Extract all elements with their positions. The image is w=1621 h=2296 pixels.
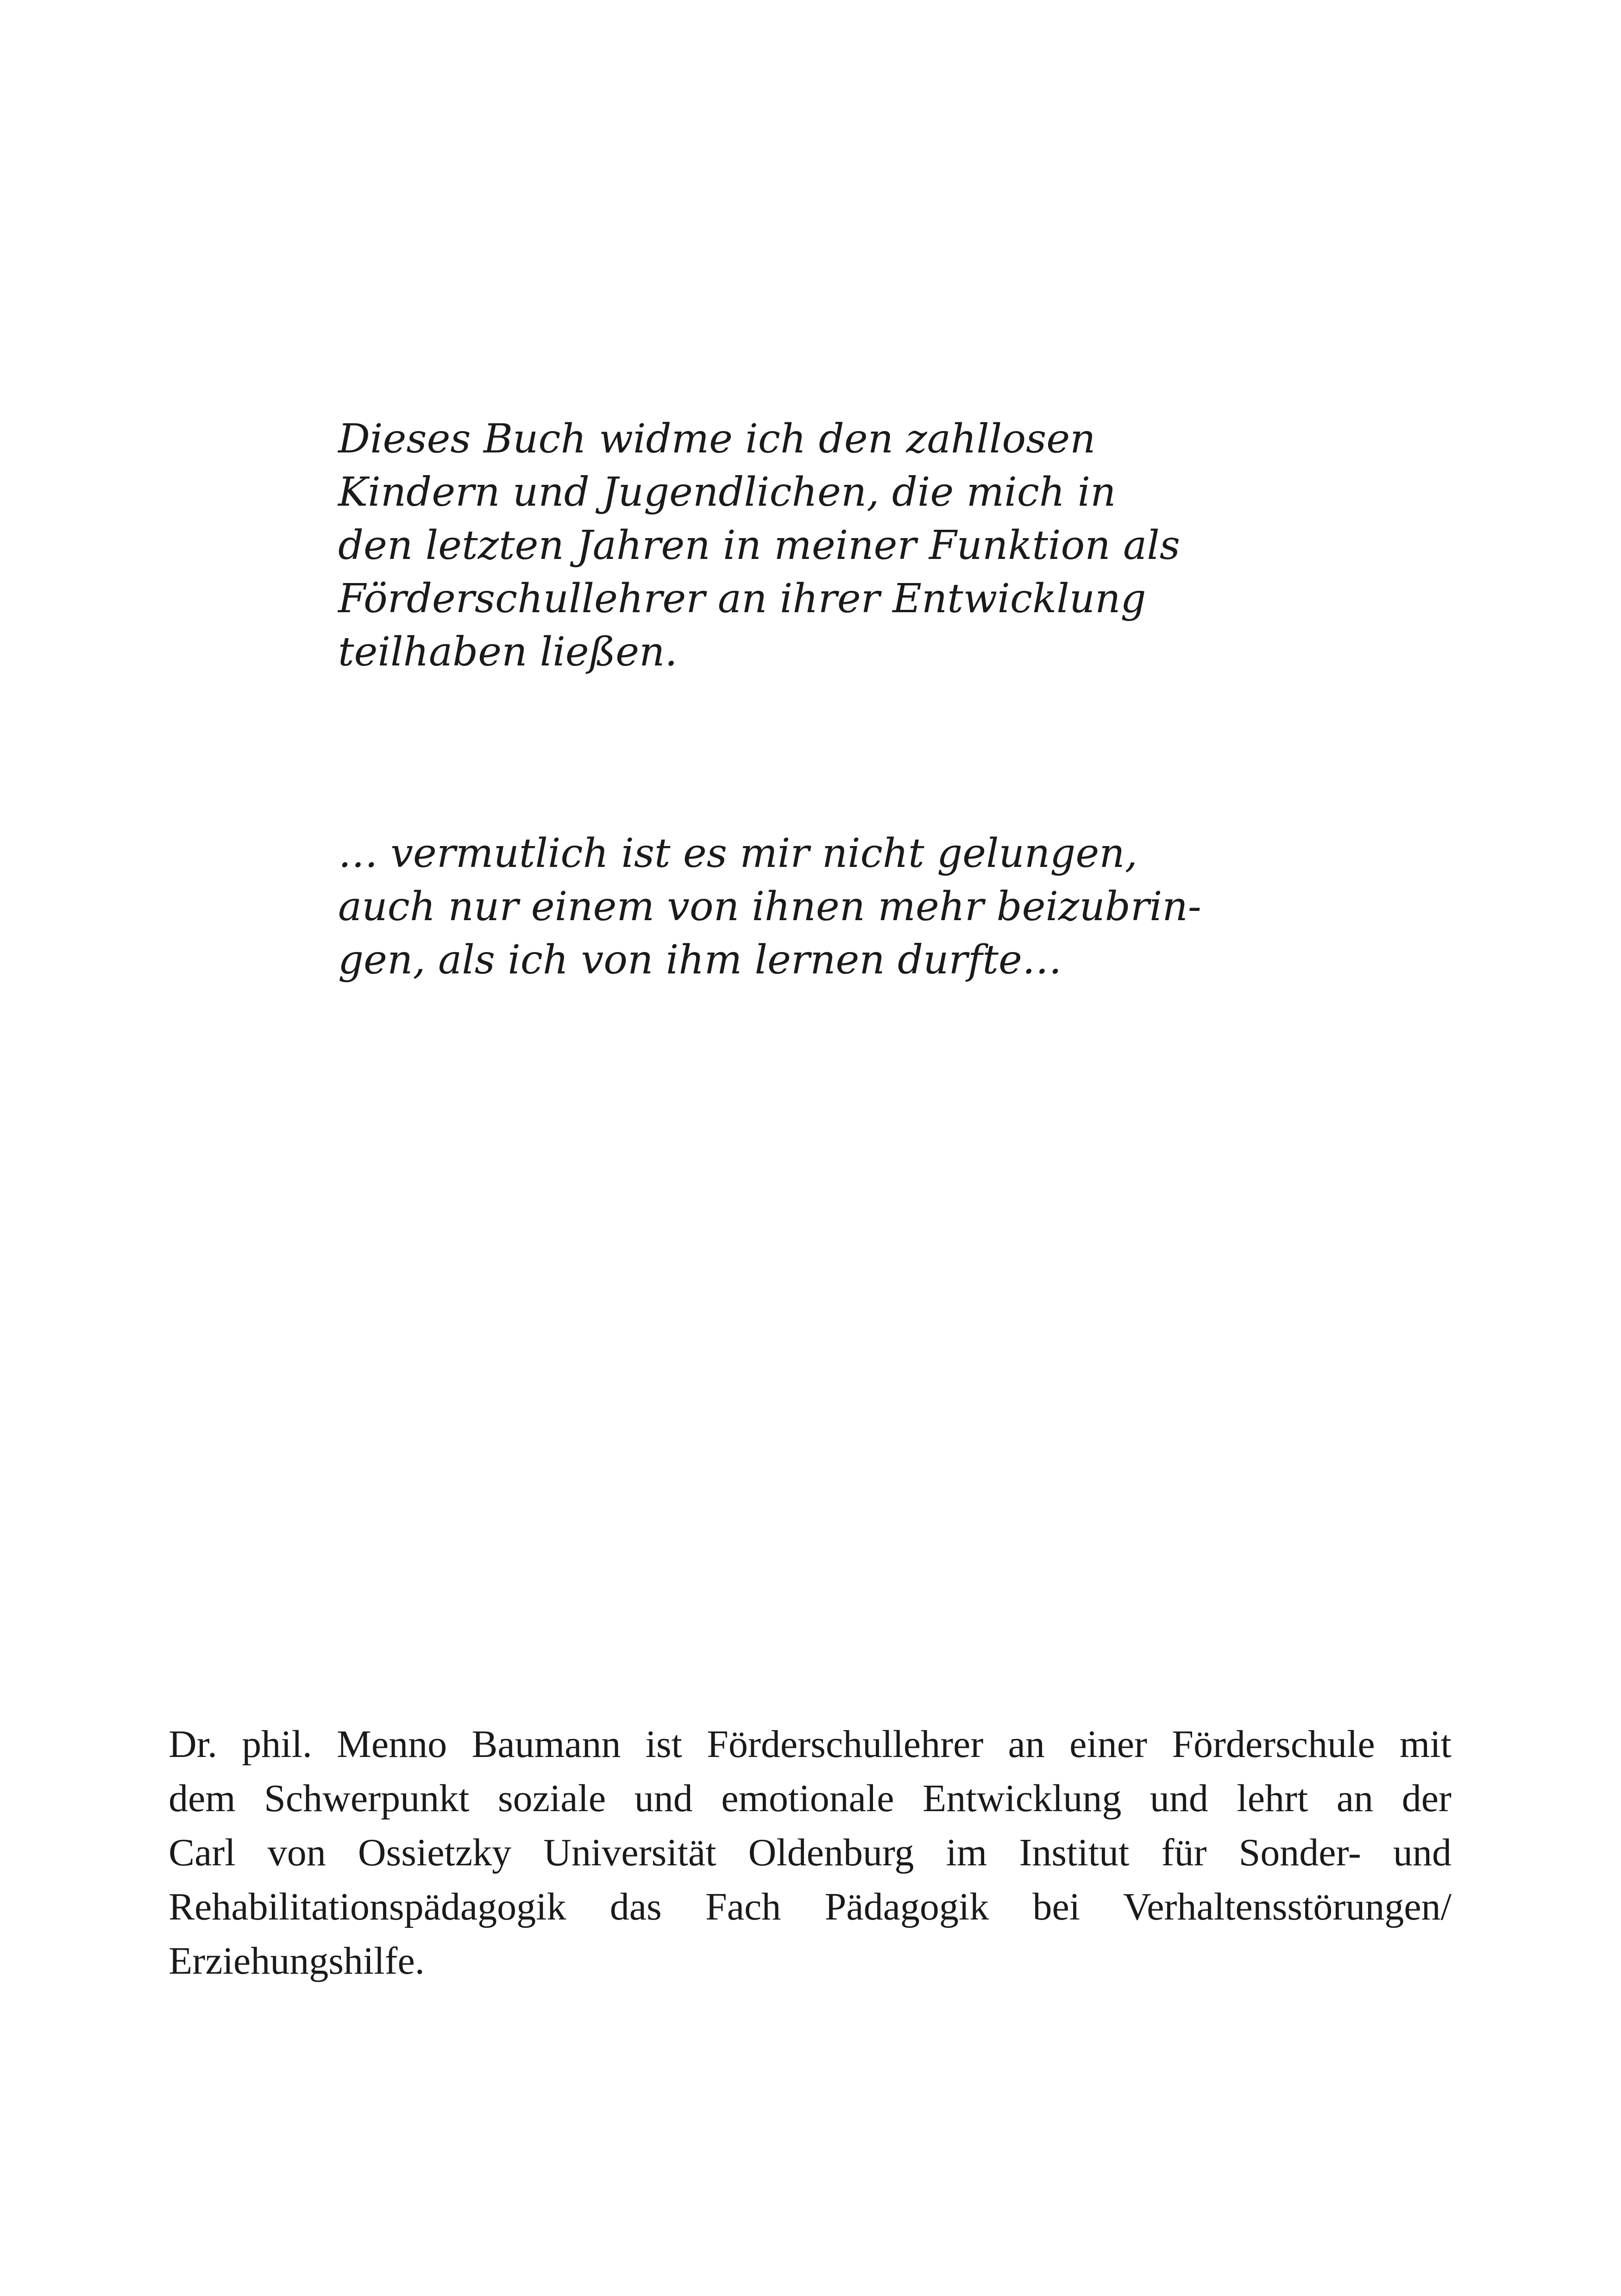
bio-line-4: Rehabilitationspädagogik das Fach Pädagogik bei Verhaltensstörungen/ [169,1885,1451,1928]
quote-line-2: auch nur einem von ihnen mehr beizubrin- [338,884,1201,930]
dedication-line-3: den letzten Jahren in meiner Funktion als [338,522,1180,569]
dedication-line-1: Dieses Buch widme ich den zahllosen [338,416,1096,462]
bio-line-2: dem Schwerpunkt soziale und emotionale Entwicklung und lehrt an der [169,1777,1451,1820]
quote-line-1: … vermutlich ist es mir nicht gelungen, [338,830,1137,877]
quote-line-3: gen, als ich von ihm lernen durfte… [338,937,1062,983]
dedication-line-5: teilhaben ließen. [338,629,678,675]
dedication-line-4: Förderschullehrer an ihrer Entwicklung [338,576,1146,622]
bio-line-1: Dr. phil. Menno Baumann ist Förderschullehrer an einer Förderschule mit [169,1723,1451,1766]
dedication-line-2: Kindern und Jugendlichen, die mich in [338,469,1116,515]
bio-line-3: Carl von Ossietzky Universität Oldenburg im Institut für Sonder- und [169,1831,1451,1874]
bio-line-5: Erziehungshilfe. [169,1939,425,1982]
